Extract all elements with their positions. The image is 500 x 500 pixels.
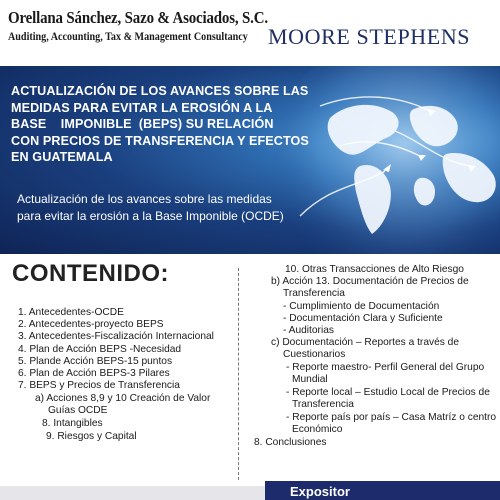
list-item: Guías OCDE [48,405,108,416]
list-item: 8. Conclusiones [254,437,327,448]
list-item: Transferencia [283,288,345,299]
list-item: 1. Antecedentes-OCDE [18,307,124,318]
banner-title-line: MEDIDAS PARA EVITAR LA EROSIÓN A LA [11,100,273,115]
list-item: - Cumplimiento de Documentación [283,301,440,312]
list-item: - Auditorias [283,325,334,336]
banner-subtitle [17,191,337,225]
banner-subtitle-line: para evitar la erosión a la Base Imponible (OCDE) [17,209,284,223]
list-item: 6. Plan de Acción BEPS-3 Pilares [18,368,170,379]
banner-title [11,83,331,166]
list-item: c) Documentación – Reportes a través de [271,337,459,348]
list-item: Transferencia [292,399,354,410]
list-item: 10. Otras Transacciones de Alto Riesgo [285,264,464,275]
banner-subtitle-line: Actualización de los avances sobre las medidas [17,192,272,206]
list-item: - Documentación Clara y Suficiente [283,313,443,324]
list-item: - Reporte país por país – Casa Matríz o centro [286,412,497,423]
list-item: b) Acción 13. Documentación de Precios de [271,276,469,287]
list-item: 2. Antecedentes-proyecto BEPS [18,319,164,330]
list-item: 5. Plande Acción BEPS-15 puntos [18,356,173,367]
firm-subtitle: Auditing, Accounting, Tax & Management Consultancy [8,31,248,43]
contents-heading: CONTENIDO: [12,260,169,287]
list-item: Económico [292,424,343,435]
list-item: - Reporte local – Estudio Local de Precios de [286,387,490,398]
list-item: Cuestionarios [283,349,346,360]
column-divider [238,268,239,480]
brand-logo-text: MOORE STEPHENS [268,24,471,49]
list-item: 7. BEPS y Precios de Transferencia [18,380,180,391]
banner-title-line: EN GUATEMALA [11,150,113,164]
list-item: 8. Intangibles [42,418,103,429]
list-item: 4. Plan de Acción BEPS -Necesidad [18,344,182,355]
banner-title-line: ACTUALIZACIÓN DE LOS AVANCES SOBRE LAS [11,84,309,98]
header [0,0,500,66]
banner-title-line: CON PRECIOS DE TRANSFERENCIA Y EFECTOS [11,133,309,148]
list-item: a) Acciones 8,9 y 10 Creación de Valor [35,393,211,404]
banner-title-line: BASE IMPONIBLE (BEPS) SU RELACIÓN [11,117,274,131]
firm-name: Orellana Sánchez, Sazo & Asociados, S.C. [8,8,268,27]
title-banner [0,66,500,254]
list-item: 3. Antecedentes-Fiscalización Internacional [18,331,214,342]
list-item: Mundial [292,374,328,385]
footer-label: Expositor [290,484,350,499]
list-item: - Reporte maestro- Perfil General del Grupo [286,362,485,373]
list-item: 9. Riesgos y Capital [46,431,137,442]
